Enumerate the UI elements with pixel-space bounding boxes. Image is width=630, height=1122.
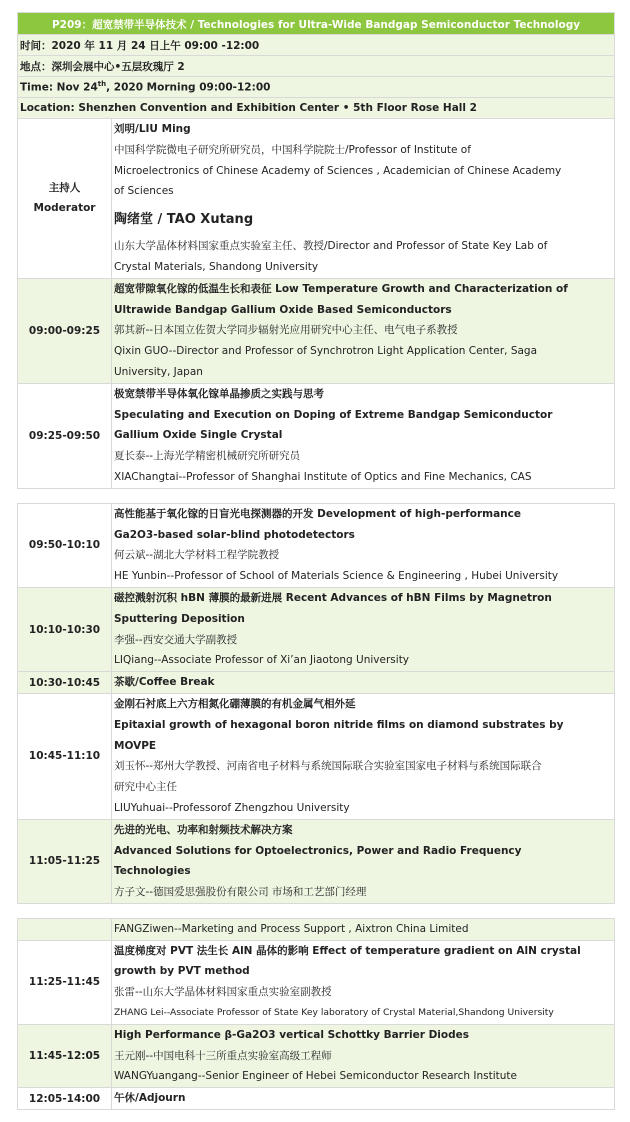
session-time: 09:00-09:25 bbox=[18, 278, 112, 383]
agenda-document bbox=[17, 12, 614, 1110]
session-content: 磁控溅射沉积 hBN 薄膜的最新进展 Recent Advances of hBN Films by Magnetron Sputtering Deposition 李强--西安交通大学副教授 LIQiang--Associate Professor of Xi’an Jiaotong University bbox=[112, 587, 615, 671]
session-row bbox=[18, 819, 615, 903]
session-row bbox=[18, 693, 615, 819]
session-time: 11:25-11:45 bbox=[18, 940, 112, 1024]
session-time: 11:05-11:25 bbox=[18, 819, 112, 903]
session-time: 11:45-12:05 bbox=[18, 1024, 112, 1087]
coffee-break-row bbox=[18, 672, 615, 694]
session-content: 超宽带隙氧化镓的低温生长和表征 Low Temperature Growth and Characterization of Ultrawide Bandgap Gallium Oxide Based Semiconductors 郭其新--日本国立佐贺大学同步辐射光应用研究中心主任、电气电子系教授 Qixin GUO--Director and Professor of Synchrotron Light Application Center, Saga University, Japan bbox=[112, 278, 615, 383]
place-cn: 地点：深圳会展中心•五层玫瑰厅 2 bbox=[18, 56, 615, 77]
session-row bbox=[18, 383, 615, 488]
session-time bbox=[18, 918, 112, 940]
session-row bbox=[18, 940, 615, 1024]
session-content: 先进的光电、功率和射频技术解决方案 Advanced Solutions for Optoelectronics, Power and Radio Frequency Technologies 方子文--德国爱思强股份有限公司 市场和工艺部门经理 bbox=[112, 819, 615, 903]
session-content: 茶歇/Coffee Break bbox=[112, 672, 615, 694]
agenda-table-2 bbox=[17, 503, 615, 904]
agenda-table-3 bbox=[17, 918, 615, 1110]
session-content: High Performance β-Ga2O3 vertical Schottky Barrier Diodes 王元刚--中国电科十三所重点实验室高级工程师 WANGYuangang--Senior Engineer of Hebei Semiconductor Research Institute bbox=[112, 1024, 615, 1087]
session-row bbox=[18, 587, 615, 671]
session-title: P209：超宽禁带半导体技术 / Technologies for Ultra-Wide Bandgap Semiconductor Technology bbox=[18, 13, 615, 35]
session-row bbox=[18, 503, 615, 587]
session-time: 10:10-10:30 bbox=[18, 587, 112, 671]
session-row bbox=[18, 1024, 615, 1087]
session-content: FANGZiwen--Marketing and Process Support , Aixtron China Limited bbox=[112, 918, 615, 940]
moderator-content: 刘明/LIU Ming 中国科学院微电子研究所研究员，中国科学院院士/Professor of Institute of Microelectronics of Chinese Academy of Sciences , Academician of Chinese Academy of Sciences 陶绪堂 / TAO Xutang 山东大学晶体材料国家重点实验室主任、教授/Director and Professor of State Key Lab of Crystal Materials, Shandong University bbox=[112, 119, 615, 279]
moderator-name-1: 刘明/LIU Ming bbox=[114, 123, 191, 135]
session-row bbox=[18, 918, 615, 940]
session-content: 金刚石衬底上六方相氮化硼薄膜的有机金属气相外延 Epitaxial growth of hexagonal boron nitride films on diamond substrates by MOVPE 刘玉怀--郑州大学教授、河南省电子材料与系统国际联合实验室国家电子材料与系统国际联合 研究中心主任 LIUYuhuai--Professorof Zhengzhou University bbox=[112, 693, 615, 819]
agenda-table-1 bbox=[17, 12, 615, 489]
time-en: Time: Nov 24th, 2020 Morning 09:00-12:00 bbox=[18, 77, 615, 98]
session-content: 午休/Adjourn bbox=[112, 1088, 615, 1110]
session-time: 10:30-10:45 bbox=[18, 672, 112, 694]
moderator-name-2: 陶绪堂 / TAO Xutang bbox=[114, 212, 254, 228]
moderator-label: 主持人 Moderator bbox=[18, 119, 112, 279]
location-en: Location: Shenzhen Convention and Exhibition Center • 5th Floor Rose Hall 2 bbox=[18, 98, 615, 119]
session-time: 10:45-11:10 bbox=[18, 693, 112, 819]
session-content: 极宽禁带半导体氧化镓单晶掺质之实践与思考 Speculating and Execution on Doping of Extreme Bandgap Semiconductor Gallium Oxide Single Crystal 夏长泰--上海光学精密机械研究所研究员 XIAChangtai--Professor of Shanghai Institute of Optics and Fine Mechanics, CAS bbox=[112, 383, 615, 488]
session-row bbox=[18, 278, 615, 383]
adjourn-row bbox=[18, 1088, 615, 1110]
session-content: 温度梯度对 PVT 法生长 AlN 晶体的影响 Effect of temperature gradient on AlN crystal growth by PVT method 张雷--山东大学晶体材料国家重点实验室副教授 ZHANG Lei--Associate Professor of State Key laboratory of Crystal Material,Shandong University bbox=[112, 940, 615, 1024]
session-content: 高性能基于氧化镓的日盲光电探测器的开发 Development of high-performance Ga2O3-based solar-blind photodetectors 何云斌--湖北大学材料工程学院教授 HE Yunbin--Professor of School of Materials Science & Engineering , Hubei University bbox=[112, 503, 615, 587]
session-time: 12:05-14:00 bbox=[18, 1088, 112, 1110]
moderator-row bbox=[18, 119, 615, 279]
session-time: 09:25-09:50 bbox=[18, 383, 112, 488]
time-cn: 时间：2020 年 11 月 24 日上午 09:00 -12:00 bbox=[18, 35, 615, 56]
session-time: 09:50-10:10 bbox=[18, 503, 112, 587]
